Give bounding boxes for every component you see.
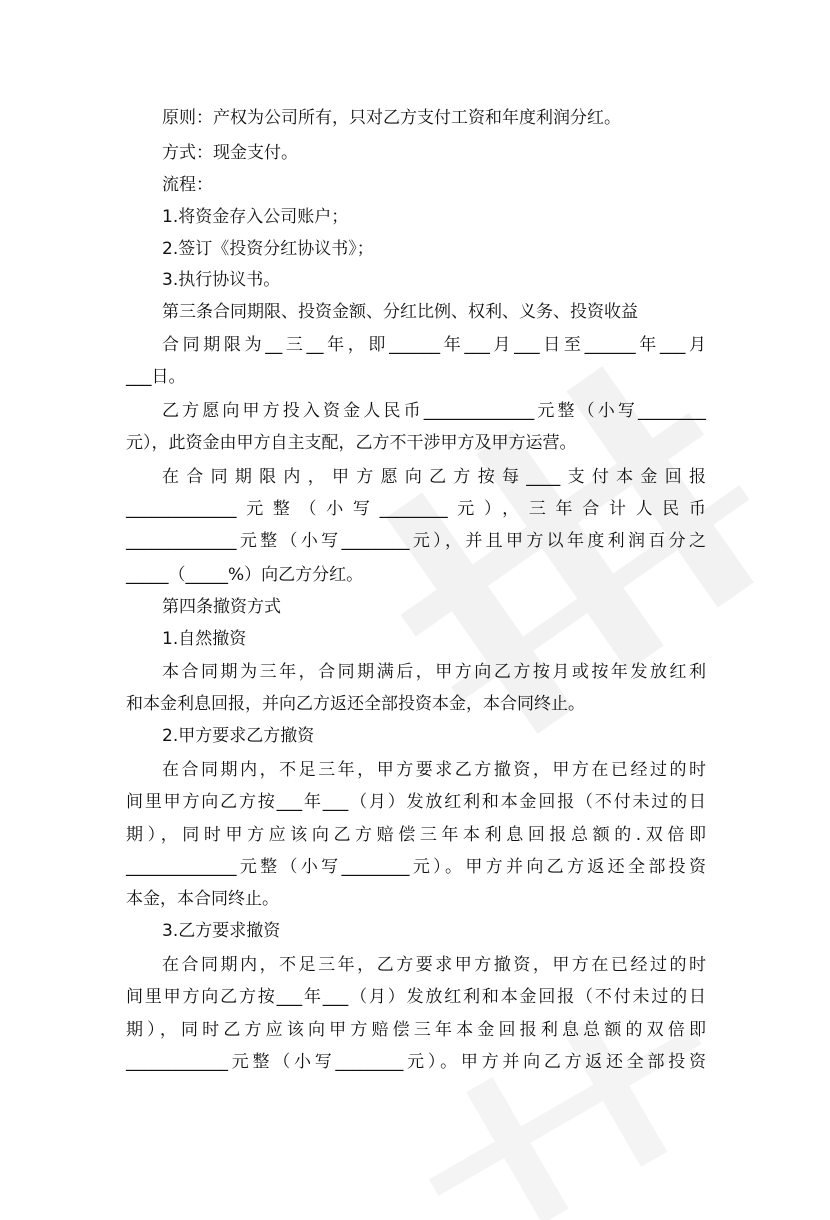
text-line-party-b-1: 在合同期内，不足三年，乙方要求甲方撤资，甲方在已经过的时 bbox=[162, 955, 706, 975]
subheading-party-a-request: 2.甲方要求乙方撤资 bbox=[162, 726, 315, 746]
text-line-investment-cont: 元），此资金由甲方自主支配，乙方不干涉甲方及甲方运营。 bbox=[126, 433, 577, 453]
text-line-party-a-3: 期），同时甲方应该向乙方赔偿三年本利息回报总额的.双倍即 bbox=[126, 825, 706, 845]
text-line-step-2: 2.签订《投资分红协议书》； bbox=[162, 239, 374, 259]
text-line-method: 方式：现金支付。 bbox=[162, 143, 298, 163]
article-3-heading: 第三条合同期限、投资金额、分红比例、权利、义务、投资收益 bbox=[162, 302, 638, 322]
text-line-natural-2: 和本金利息回报，并向乙方返还全部投资本金，本合同终止。 bbox=[126, 694, 585, 714]
text-line-dividend: _____（_____%）向乙方分红。 bbox=[126, 565, 364, 585]
text-line-party-a-1: 在合同期内，不足三年，甲方要求乙方撤资，甲方在已经过的时 bbox=[162, 760, 706, 780]
text-line-step-1: 1.将资金存入公司账户； bbox=[162, 207, 349, 227]
subheading-party-b-request: 3.乙方要求撤资 bbox=[162, 921, 281, 941]
text-line-natural-1: 本合同期为三年，合同期满后，甲方向乙方按月或按年发放红利 bbox=[162, 662, 706, 682]
text-line-term: 合同期限为__三__年，即______年___月___日至______年___月 bbox=[162, 335, 706, 355]
text-line-party-b-2: 间里甲方向乙方按___年___（月）发放红利和本金回报（不付未过的日 bbox=[126, 987, 706, 1007]
text-line-party-a-5: 本金，本合同终止。 bbox=[126, 889, 279, 909]
text-line-party-a-2: 间里甲方向乙方按___年___（月）发放红利和本金回报（不付未过的日 bbox=[126, 792, 706, 812]
text-line-principle: 原则：产权为公司所有，只对乙方支付工资和年度利润分红。 bbox=[162, 108, 621, 128]
text-line-step-3: 3.执行协议书。 bbox=[162, 270, 281, 290]
text-line-party-a-4: _____________元整（小写________元）。甲方并向乙方返还全部投资 bbox=[126, 857, 706, 877]
text-line-term-cont: ___日。 bbox=[126, 367, 186, 387]
text-line-return: 在合同期限内，甲方愿向乙方按每____支付本金回报 bbox=[162, 467, 706, 487]
text-line-investment: 乙方愿向甲方投入资金人民币_____________元整（小写________ bbox=[162, 401, 706, 421]
text-line-return-cont-2: _____________元整（小写________元），并且甲方以年度利润百分之 bbox=[126, 531, 706, 551]
text-line-process-heading: 流程： bbox=[162, 175, 213, 195]
text-line-party-b-4: ____________元整（小写________元）。甲方并向乙方返还全部投资 bbox=[126, 1052, 706, 1072]
article-4-heading: 第四条撤资方式 bbox=[162, 597, 281, 617]
text-line-return-cont: _____________元整（小写________元），三年合计人民币 bbox=[126, 499, 706, 519]
subheading-natural-withdrawal: 1.自然撤资 bbox=[162, 629, 247, 649]
text-line-party-b-3: 期），同时乙方应该向甲方赔偿三年本金回报利息总额的双倍即 bbox=[126, 1020, 706, 1040]
